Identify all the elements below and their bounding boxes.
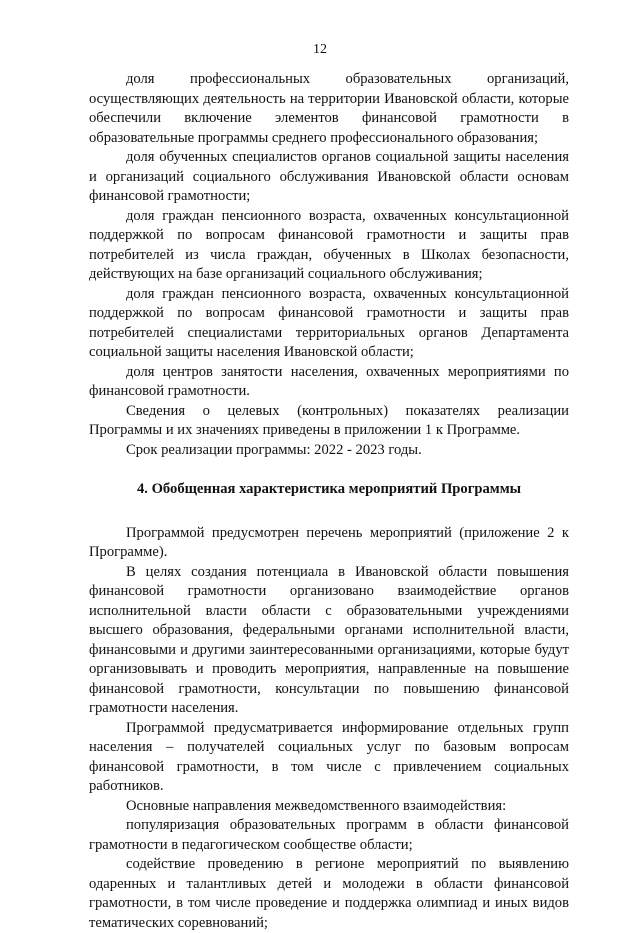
paragraph: доля центров занятости населения, охваченных мероприятиями по финансовой грамотности.: [89, 363, 569, 399]
paragraph: популяризация образовательных программ в области финансовой грамотности в педагогическом сообществе области;: [89, 817, 569, 853]
document-body: [89, 70, 569, 933]
paragraph: содействие проведению в регионе мероприятий по выявлению одаренных и талантливых детей и молодежи в области финансовой грамотности, в том числе проведение и поддержка олимпиад и иных видов тематических соревнований;: [89, 856, 569, 931]
paragraph: Программой предусмотрен перечень мероприятий (приложение 2 к Программе).: [89, 524, 569, 560]
paragraph: доля граждан пенсионного возраста, охваченных консультационной поддержкой по вопросам финансовой грамотности и защиты прав потребителей специалистами территориальных органов Департамента социальной защиты населения Ивановской области;: [89, 285, 569, 360]
page-number: 12: [313, 42, 327, 57]
paragraph: Срок реализации программы: 2022 - 2023 годы.: [126, 441, 422, 458]
paragraph: Сведения о целевых (контрольных) показателях реализации Программы и их значениях приведены в приложении 1 к Программе.: [89, 402, 569, 438]
paragraph: В целях создания потенциала в Ивановской области повышения финансовой грамотности организовано взаимодействие органов исполнительной власти области с образовательными учреждениями высшего образования, федеральными органами исполнительной власти, финансовыми и другими заинтересованными организациями, которые будут организовывать и проводить мероприятия, направленные на повышение финансовой грамотности, консультации по повышению финансовой грамотности населения.: [89, 563, 569, 716]
paragraph: доля граждан пенсионного возраста, охваченных консультационной поддержкой по вопросам финансовой грамотности и защиты прав потребителей из числа граждан, обученных в Школах безопасности, действующих на базе организаций социального обслуживания;: [89, 207, 569, 282]
paragraph: доля профессиональных образовательных организаций, осуществляющих деятельность на территории Ивановской области, которые обеспечили включение элементов финансовой грамотности в образовательные программы среднего профессионального образования;: [89, 71, 569, 146]
paragraph: доля обученных специалистов органов социальной защиты населения и организаций социального обслуживания Ивановской области основам финансовой грамотности;: [89, 149, 569, 204]
section-heading: 4. Обобщенная характеристика мероприятий Программы: [136, 481, 522, 497]
paragraph: Основные направления межведомственного взаимодействия:: [126, 797, 507, 814]
paragraph: Программой предусматривается информирование отдельных групп населения – получателей социальных услуг по базовым вопросам финансовой грамотности, в том числе с привлечением социальных работников.: [89, 719, 569, 794]
